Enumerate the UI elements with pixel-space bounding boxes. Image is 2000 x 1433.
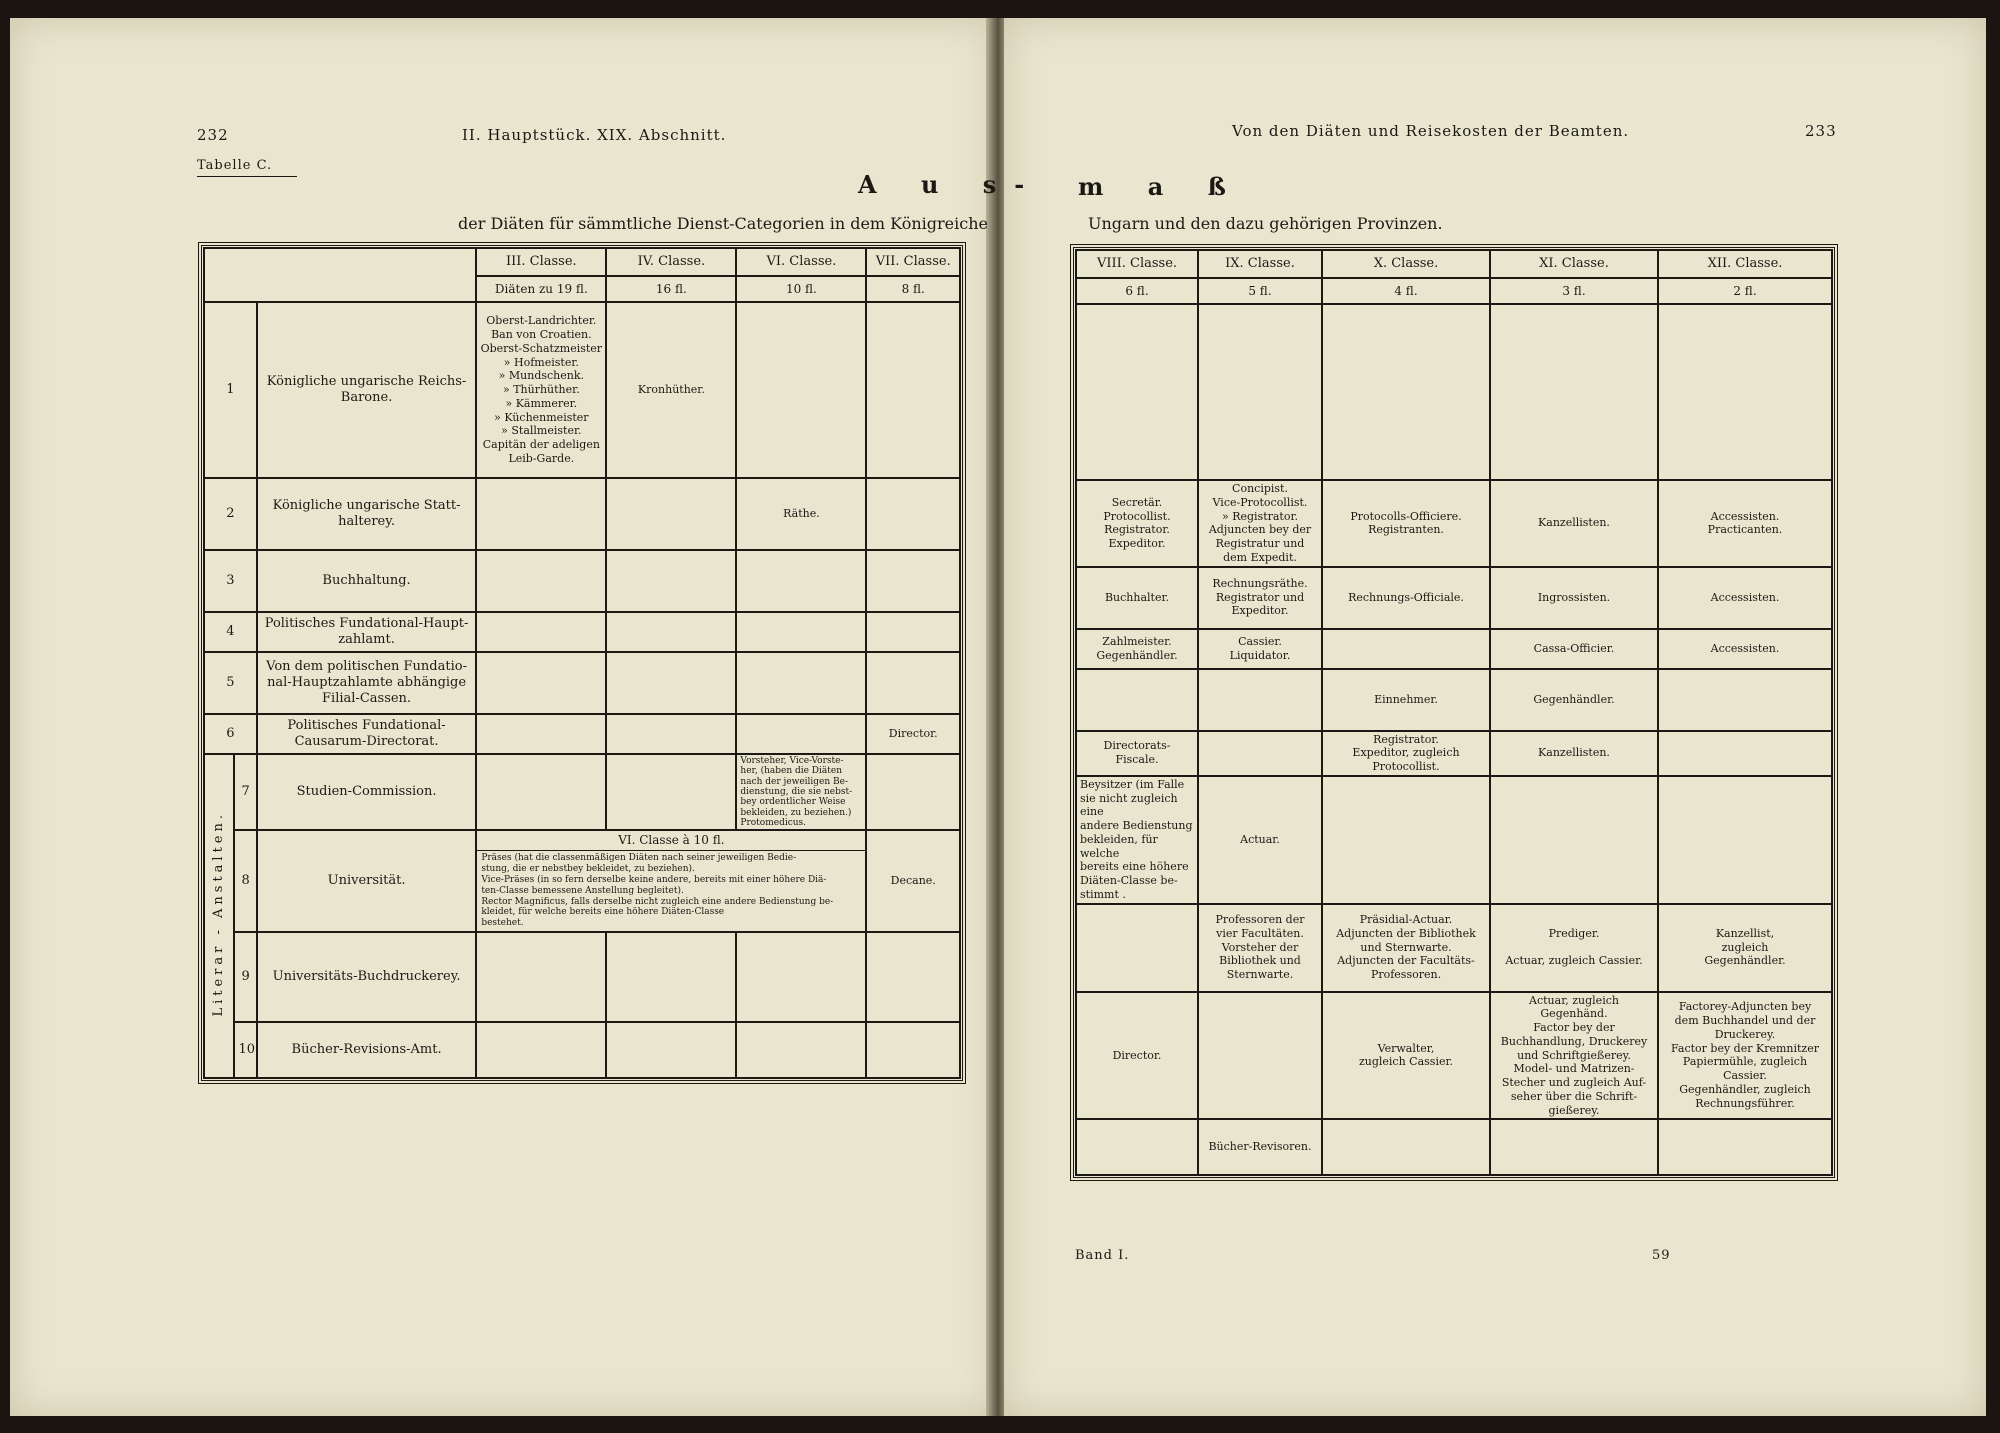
left-table-row — [204, 830, 960, 932]
right-table-cell — [1198, 731, 1322, 776]
class-iii-cell — [476, 478, 606, 550]
right-table-cell: Ingrossisten. — [1490, 567, 1658, 629]
class-vii-cell — [866, 652, 960, 714]
row-number: 1 — [204, 302, 257, 478]
category-name: Universitäts-Buchdruckerey. — [257, 932, 477, 1022]
right-table-cell — [1658, 304, 1832, 480]
class-iii-cell — [476, 714, 606, 754]
left-table-row — [204, 612, 960, 652]
left-class-rate: 16 fl. — [606, 276, 736, 302]
right-table-cell — [1322, 776, 1490, 904]
right-table-cell: Accessisten. — [1658, 629, 1832, 669]
left-table-row — [204, 550, 960, 612]
class-iv-cell — [606, 652, 736, 714]
right-table-cell: Accessisten. — [1658, 567, 1832, 629]
category-name: Universität. — [257, 830, 477, 932]
right-class-header: XII. Classe. — [1658, 250, 1832, 278]
right-table-cell: Rechnungsräthe. Registrator und Expeditor. — [1198, 567, 1322, 629]
class-vi-cell — [736, 302, 866, 478]
right-table-cell — [1322, 629, 1490, 669]
right-table-cell — [1198, 304, 1322, 480]
right-table-cell — [1076, 904, 1198, 992]
category-name: Buchhaltung. — [257, 550, 477, 612]
university-span-header: VI. Classe à 10 fl. — [477, 831, 865, 851]
right-diets-table — [1075, 249, 1833, 1176]
class-vii-cell — [866, 302, 960, 478]
right-table-cell: Bücher-Revisoren. — [1198, 1119, 1322, 1175]
row-number: 3 — [204, 550, 257, 612]
right-table-row — [1076, 629, 1832, 669]
literar-anstalten-text: Literar - Anstalten. — [211, 811, 227, 1017]
left-page-number: 232 — [197, 126, 229, 144]
class-vi-cell — [736, 932, 866, 1022]
right-table-cell: Director. — [1076, 992, 1198, 1120]
right-table-cell: Registrator. Expeditor, zugleich Protocollist. — [1322, 731, 1490, 776]
class-iii-cell — [476, 550, 606, 612]
left-table-row — [204, 932, 960, 1022]
class-vi-cell — [736, 612, 866, 652]
class-vii-cell — [866, 612, 960, 652]
class-iii-cell — [476, 754, 606, 830]
right-class-rate: 3 fl. — [1490, 278, 1658, 304]
footer-signature: 59 — [1652, 1248, 1671, 1263]
class-vi-cell — [736, 652, 866, 714]
right-class-rate: 5 fl. — [1198, 278, 1322, 304]
class-vi-cell — [736, 714, 866, 754]
category-name: Königliche ungarische Statt- halterey. — [257, 478, 477, 550]
right-table-cell: Verwalter, zugleich Cassier. — [1322, 992, 1490, 1120]
class-vi-cell — [736, 550, 866, 612]
class-iv-cell — [606, 932, 736, 1022]
right-table-cell: Kanzellisten. — [1490, 731, 1658, 776]
row-number: 7 — [234, 754, 256, 830]
right-table-cell: Cassier. Liquidator. — [1198, 629, 1322, 669]
right-table-cell: Kanzellist, zugleich Gegenhändler. — [1658, 904, 1832, 992]
class-vii-cell: Director. — [866, 714, 960, 754]
class-iii-cell — [476, 932, 606, 1022]
left-class-rate: 10 fl. — [736, 276, 866, 302]
class-iv-cell — [606, 612, 736, 652]
right-table-cell: Präsidial-Actuar. Adjuncten der Bibliothek und Sternwarte. Adjuncten der Facultäts- Professoren. — [1322, 904, 1490, 992]
class-vi-cell — [736, 1022, 866, 1078]
right-table-cell: Actuar, zugleich Gegenhänd. Factor bey der Buchhandlung, Druckerey und Schriftgießerey. Model- und Matrizen- Stecher und zugleich Auf- seher über die Schrift- gießerey. — [1490, 992, 1658, 1120]
row-number: 6 — [204, 714, 257, 754]
row-number: 4 — [204, 612, 257, 652]
right-table-cell — [1658, 1119, 1832, 1175]
right-table-cell — [1198, 992, 1322, 1120]
right-table-row — [1076, 731, 1832, 776]
category-name: Von dem politischen Fundatio- nal-Hauptzahlamte abhängige Filial-Cassen. — [257, 652, 477, 714]
right-table-cell: Zahlmeister. Gegenhändler. — [1076, 629, 1198, 669]
right-table-cell: Buchhalter. — [1076, 567, 1198, 629]
right-header-row — [1076, 250, 1832, 278]
left-header-row — [204, 248, 960, 276]
left-class-header: VI. Classe. — [736, 248, 866, 276]
class-iv-cell: Kronhüther. — [606, 302, 736, 478]
class-vii-cell — [866, 932, 960, 1022]
right-table-cell — [1490, 1119, 1658, 1175]
row-number: 9 — [234, 932, 256, 1022]
right-table-row — [1076, 992, 1832, 1120]
left-table-row — [204, 714, 960, 754]
right-class-header: X. Classe. — [1322, 250, 1490, 278]
class-vi-cell: Räthe. — [736, 478, 866, 550]
class-iv-cell — [606, 1022, 736, 1078]
class-vii-cell: Decane. — [866, 830, 960, 932]
right-table-cell — [1658, 731, 1832, 776]
right-table-cell: Protocolls-Officiere. Registranten. — [1322, 480, 1490, 567]
class-vii-cell — [866, 1022, 960, 1078]
university-span-cell — [476, 830, 866, 932]
title-part-left: A u s- — [858, 170, 1043, 199]
right-table-cell — [1076, 669, 1198, 731]
title-part-right: m a ß — [1078, 172, 1244, 201]
left-table-row — [204, 302, 960, 478]
footer-band: Band I. — [1075, 1248, 1130, 1263]
right-table-cell: Kanzellisten. — [1490, 480, 1658, 567]
right-table-cell — [1322, 1119, 1490, 1175]
left-running-head: II. Hauptstück. XIX. Abschnitt. — [462, 126, 727, 144]
right-running-head: Von den Diäten und Reisekosten der Beamten. — [1232, 122, 1630, 140]
category-name: Bücher-Revisions-Amt. — [257, 1022, 477, 1078]
university-span-text: Präses (hat die classenmäßigen Diäten nach seiner jeweiligen Bedie- stung, die er nebstbey bekleidet, zu beziehen). Vice-Präses (in so fern derselbe keine andere, bereits mit einer höhere Diä- ten-Classe bemessene Anstellung begleitet). Rector Magnificus, falls derselbe nicht zugleich eine andere Bedienstung be- kleidet, für welche bereits eine höhere Diäten-Classe bestehet. — [481, 853, 834, 929]
right-table-row — [1076, 304, 1832, 480]
class-vii-cell — [866, 550, 960, 612]
right-table-cell — [1490, 304, 1658, 480]
right-class-rate: 6 fl. — [1076, 278, 1198, 304]
right-table-cell: Rechnungs-Officiale. — [1322, 567, 1490, 629]
right-subtitle: Ungarn und den dazu gehörigen Provinzen. — [1088, 214, 1443, 233]
right-table-cell: Accessisten. Practicanten. — [1658, 480, 1832, 567]
right-table-row — [1076, 567, 1832, 629]
left-class-rate: 8 fl. — [866, 276, 960, 302]
right-table-row — [1076, 776, 1832, 904]
right-table-cell — [1658, 669, 1832, 731]
right-table-row — [1076, 480, 1832, 567]
right-class-rate: 4 fl. — [1322, 278, 1490, 304]
left-table-row — [204, 478, 960, 550]
right-table-row — [1076, 669, 1832, 731]
category-name: Politisches Fundational-Haupt- zahlamt. — [257, 612, 477, 652]
class-iv-cell — [606, 754, 736, 830]
right-table-cell: Gegenhändler. — [1490, 669, 1658, 731]
right-class-rate: 2 fl. — [1658, 278, 1832, 304]
category-name: Politisches Fundational- Causarum-Directorat. — [257, 714, 477, 754]
category-name: Königliche ungarische Reichs- Barone. — [257, 302, 477, 478]
row-number: 5 — [204, 652, 257, 714]
left-class-header: IV. Classe. — [606, 248, 736, 276]
left-table-row — [204, 652, 960, 714]
right-table-cell — [1322, 304, 1490, 480]
left-table-row — [204, 1022, 960, 1078]
right-table-cell: Professoren der vier Facultäten. Vorsteher der Bibliothek und Sternwarte. — [1198, 904, 1322, 992]
right-table-cell: Einnehmer. — [1322, 669, 1490, 731]
right-table-cell — [1198, 669, 1322, 731]
category-name: Studien-Commission. — [257, 754, 477, 830]
left-class-rate: Diäten zu 19 fl. — [476, 276, 606, 302]
right-class-header: XI. Classe. — [1490, 250, 1658, 278]
class-iv-cell — [606, 714, 736, 754]
class-iv-cell — [606, 478, 736, 550]
right-table-cell: Factorey-Adjuncten bey dem Buchhandel und der Druckerey. Factor bey der Kremnitzer Papiermühle, zugleich Cassier. Gegenhändler, zugleich Rechnungsführer. — [1658, 992, 1832, 1120]
row-number: 8 — [234, 830, 256, 932]
table-label: Tabelle C. — [197, 158, 273, 173]
left-header-blank — [204, 248, 476, 302]
right-page-number: 233 — [1805, 122, 1837, 140]
left-table-row — [204, 754, 960, 830]
right-table-cell: Beysitzer (im Falle sie nicht zugleich eine andere Bedienstung bekleiden, für welche bereits eine höhere Diäten-Classe be- stimmt . — [1076, 776, 1198, 904]
literar-anstalten-label — [204, 754, 234, 1078]
class-vii-cell — [866, 478, 960, 550]
right-table-cell: Secretär. Protocollist. Registrator. Expeditor. — [1076, 480, 1198, 567]
right-table-cell: Prediger. Actuar, zugleich Cassier. — [1490, 904, 1658, 992]
right-table-cell: Concipist. Vice-Protocollist. » Registrator. Adjuncten bey der Registratur und dem Expedit. — [1198, 480, 1322, 567]
class-iv-cell — [606, 550, 736, 612]
left-class-header: VII. Classe. — [866, 248, 960, 276]
right-class-header: IX. Classe. — [1198, 250, 1322, 278]
right-table-cell — [1076, 1119, 1198, 1175]
class-vi-cell: Vorsteher, Vice-Vorste- her, (haben die Diäten nach der jeweiligen Be- dienstung, die sie nebst- bey ordentlicher Weise bekleiden, zu beziehen.) Protomedicus. — [736, 754, 866, 830]
row-number: 10 — [234, 1022, 256, 1078]
right-table-cell — [1076, 304, 1198, 480]
right-table-cell — [1658, 776, 1832, 904]
class-iii-cell: Oberst-Landrichter. Ban von Croatien. Oberst-Schatzmeister » Hofmeister. » Mundschenk. » Thürhüther. » Kämmerer. » Küchenmeister » Stallmeister. Capitän der adeligen Leib-Garde. — [476, 302, 606, 478]
right-table-row — [1076, 904, 1832, 992]
right-table-cell — [1490, 776, 1658, 904]
right-table-row — [1076, 1119, 1832, 1175]
right-rate-row — [1076, 278, 1832, 304]
right-table-cell: Directorats- Fiscale. — [1076, 731, 1198, 776]
left-subtitle: der Diäten für sämmtliche Dienst-Categorien in dem Königreiche — [458, 214, 988, 233]
class-iii-cell — [476, 612, 606, 652]
class-iii-cell — [476, 652, 606, 714]
left-diets-table — [203, 247, 961, 1079]
right-class-header: VIII. Classe. — [1076, 250, 1198, 278]
class-iii-cell — [476, 1022, 606, 1078]
right-table-cell: Actuar. — [1198, 776, 1322, 904]
class-vii-cell — [866, 754, 960, 830]
row-number: 2 — [204, 478, 257, 550]
right-table-cell: Cassa-Officier. — [1490, 629, 1658, 669]
left-class-header: III. Classe. — [476, 248, 606, 276]
